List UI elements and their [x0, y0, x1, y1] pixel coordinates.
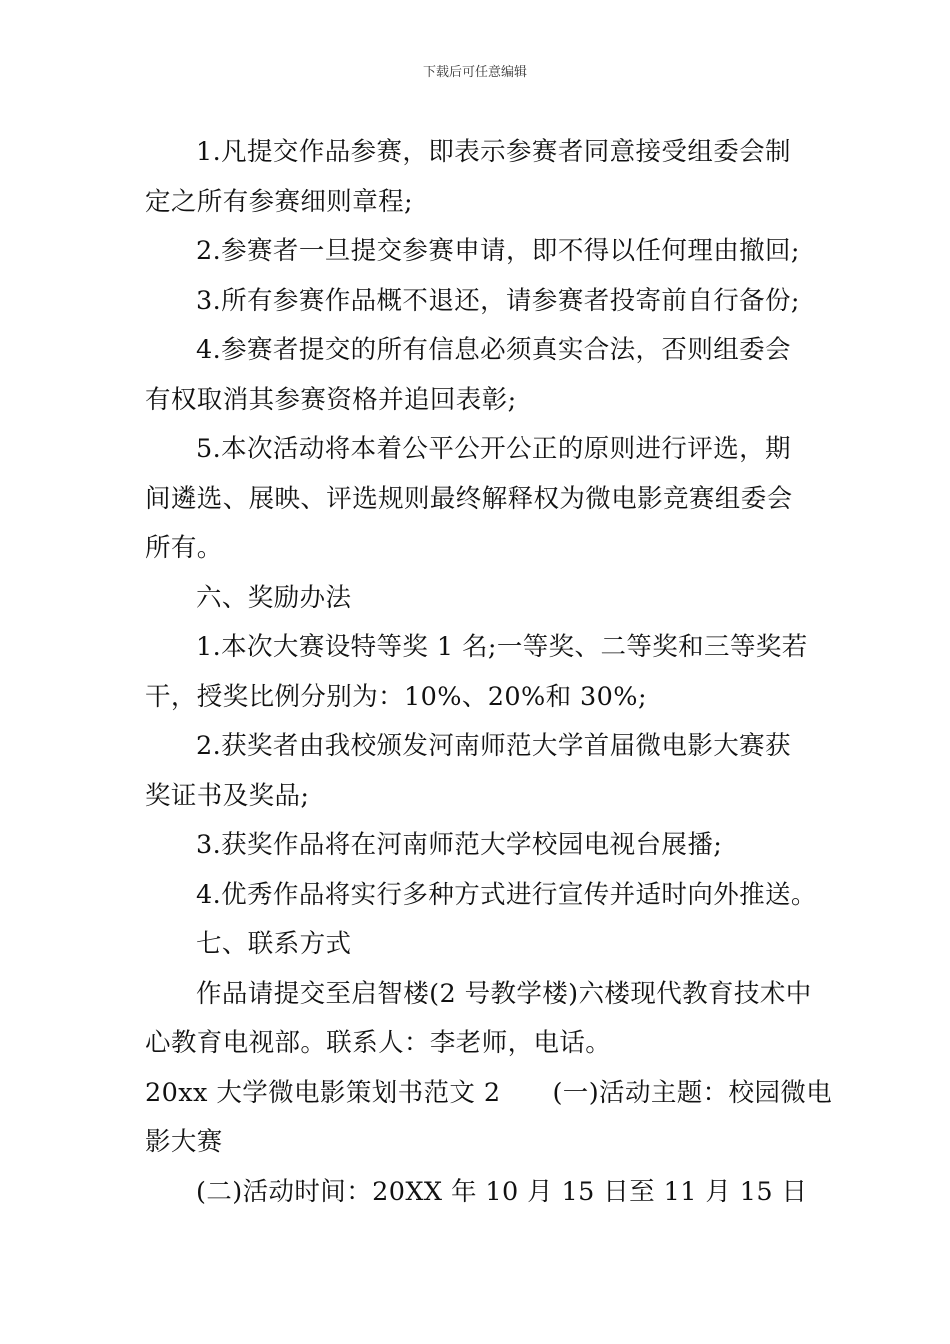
paragraph-line: 4.优秀作品将实行多种方式进行宣传并适时向外推送。	[196, 879, 817, 910]
paragraph-line: 干，授奖比例分别为：10%、20%和 30%;	[145, 681, 647, 712]
paragraph-line: 心教育电视部。联系人：李老师，电话。	[145, 1028, 612, 1058]
paragraph-line: 奖证书及奖品;	[145, 780, 310, 811]
section-heading-contact: 七、联系方式	[196, 929, 352, 959]
paragraph-line: 5.本次活动将本着公平公开公正的原则进行评选，期	[196, 434, 791, 464]
document-body	[145, 128, 833, 1217]
paragraph-line: 间遴选、展映、评选规则最终解释权为微电影竞赛组委会	[145, 483, 793, 514]
paragraph-line: 所有。	[145, 533, 223, 563]
paragraph-line: 4.参赛者提交的所有信息必须真实合法，否则组委会	[196, 335, 791, 365]
paragraph-line: 影大赛	[145, 1127, 223, 1157]
document-title-2: 20xx 大学微电影策划书范文 2	[145, 1077, 501, 1108]
paragraph-line: (二)活动时间：20XX 年 10 月 15 日至 11 月 15 日	[196, 1176, 808, 1207]
split-title-line	[145, 1069, 833, 1119]
paragraph-line: 3.获奖作品将在河南师范大学校园电视台展播;	[196, 830, 723, 860]
paragraph-line: 2.参赛者一旦提交参赛申请，即不得以任何理由撤回;	[196, 236, 800, 266]
paragraph-line: 1.凡提交作品参赛，即表示参赛者同意接受组委会制	[196, 137, 791, 167]
paragraph-line: 有权取消其参赛资格并追回表彰;	[145, 384, 517, 415]
paragraph-line: 作品请提交至启智楼(2 号教学楼)六楼现代教育技术中	[196, 978, 812, 1009]
activity-theme-start: (一)活动主题：校园微电	[552, 1077, 833, 1108]
paragraph-line: 2.获奖者由我校颁发河南师范大学首届微电影大赛获	[196, 731, 791, 761]
paragraph-line: 3.所有参赛作品概不退还，请参赛者投寄前自行备份;	[196, 285, 800, 316]
paragraph-line: 定之所有参赛细则章程;	[145, 186, 413, 217]
section-heading-rewards: 六、奖励办法	[196, 582, 352, 613]
paragraph-line: 1.本次大赛设特等奖 1 名;一等奖、二等奖和三等奖若	[196, 632, 808, 662]
page-header-note: 下载后可任意编辑	[422, 65, 527, 80]
